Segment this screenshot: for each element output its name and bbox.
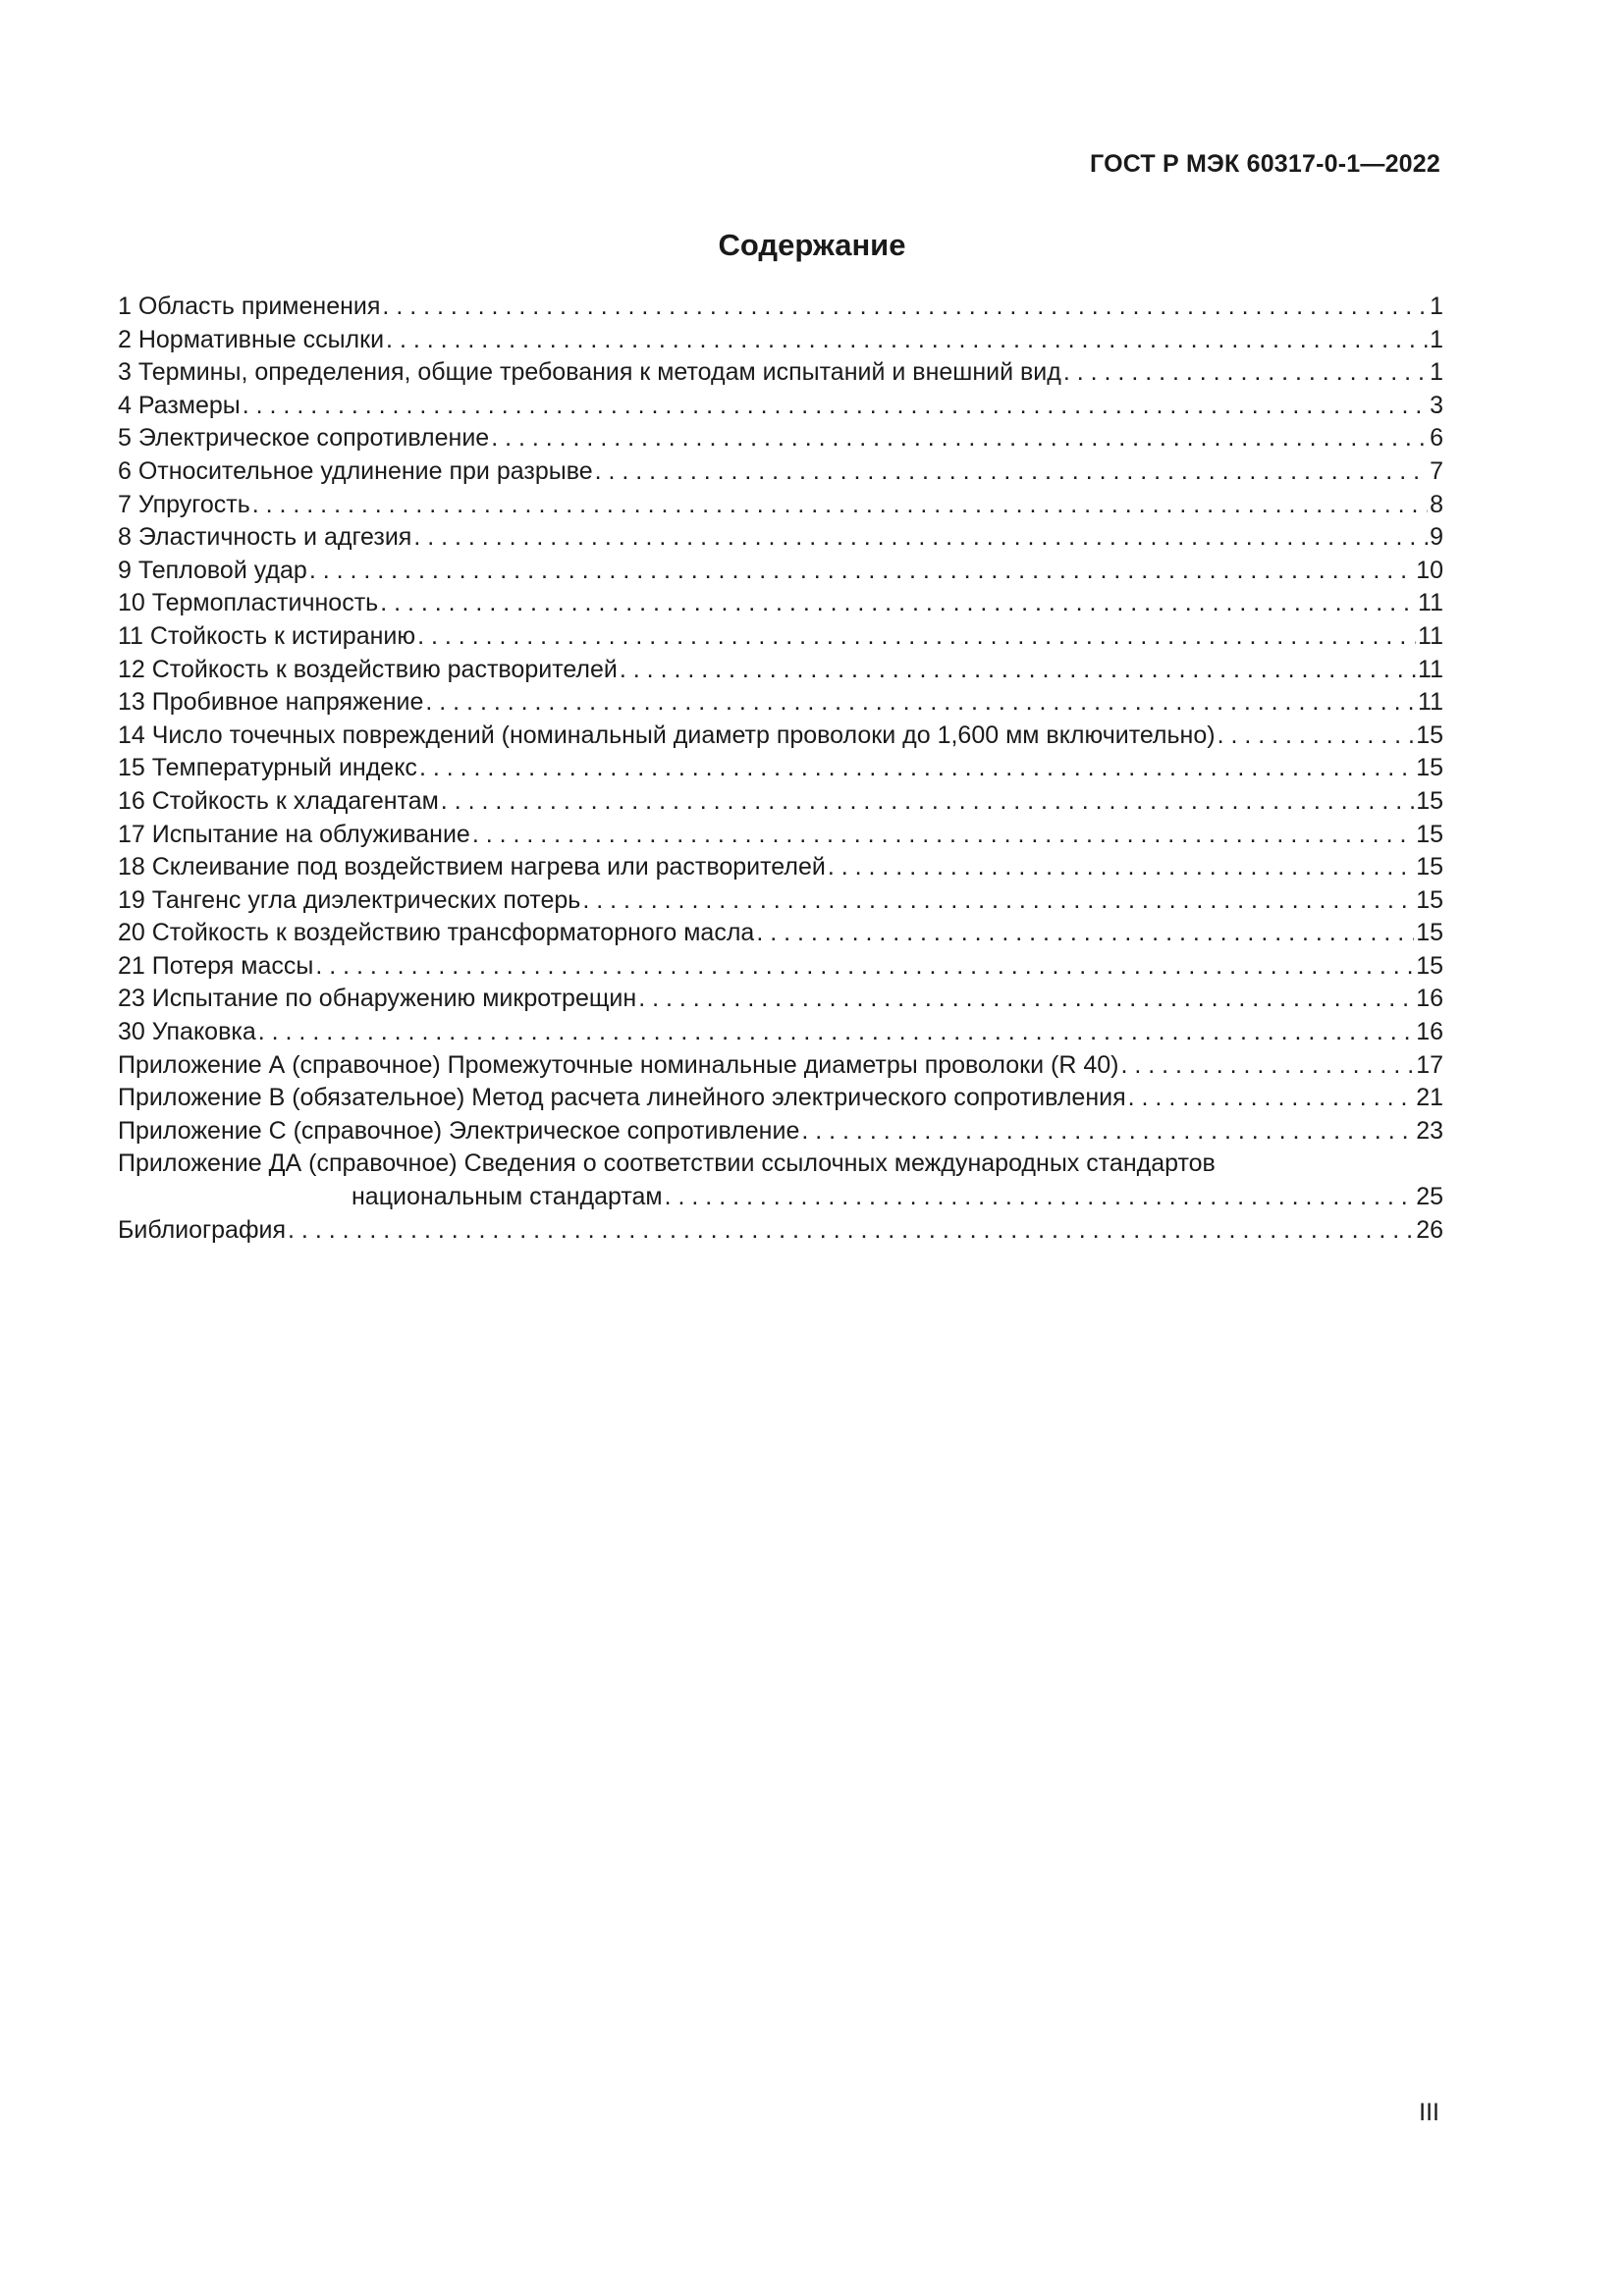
toc-entry-label: 19 Тангенс угла диэлектрических потерь	[118, 885, 581, 914]
toc-entry-label: 15 Температурный индекс	[118, 754, 417, 782]
toc-entry[interactable]	[118, 390, 1443, 423]
toc-leader-dots	[595, 455, 1428, 489]
document-code: ГОСТ Р МЭК 60317-0-1—2022	[1090, 150, 1440, 178]
toc-leader-dots	[315, 950, 1414, 984]
toc-leader-dots	[425, 686, 1416, 720]
toc-leader-dots	[638, 983, 1414, 1016]
toc-entry-page: 1	[1430, 325, 1443, 353]
toc-entry-page: 15	[1416, 786, 1443, 815]
toc-leader-dots	[417, 620, 1416, 654]
toc-entry-page: 11	[1418, 655, 1443, 683]
toc-entry-label: 9 Тепловой удар	[118, 556, 307, 584]
toc-leader-dots	[665, 1181, 1415, 1214]
toc-entry-page: 16	[1416, 1018, 1443, 1046]
toc-entry[interactable]	[118, 291, 1443, 324]
toc-entry[interactable]	[118, 720, 1443, 753]
toc-entry-page: 1	[1430, 293, 1443, 320]
toc-entry-label: Приложение ДА (справочное) Сведения о соответствии ссылочных международных стандартов	[118, 1149, 1216, 1178]
toc-entry-label: 4 Размеры	[118, 391, 241, 419]
toc-entry-label: 20 Стойкость к воздействию трансформаторного масла	[118, 919, 755, 947]
toc-entry[interactable]	[118, 752, 1443, 785]
toc-entry-label: 2 Нормативные ссылки	[118, 325, 385, 353]
toc-leader-dots	[472, 819, 1414, 852]
toc-entry-page: 8	[1430, 490, 1443, 518]
toc-leader-dots	[413, 521, 1428, 555]
toc-entry-label: национальным стандартам	[352, 1183, 663, 1211]
toc-entry-bibliography[interactable]	[118, 1214, 1443, 1248]
toc-entry-label: Приложение А (справочное) Промежуточные номинальные диаметры проволоки (R 40)	[118, 1050, 1119, 1079]
toc-entry-page: 10	[1416, 556, 1443, 584]
toc-entry[interactable]	[118, 620, 1443, 654]
toc-entry-page: 25	[1416, 1183, 1443, 1211]
toc-leader-dots	[1218, 720, 1415, 753]
toc-entry-label: 18 Склеивание под воздействием нагрева или растворителей	[118, 853, 826, 881]
toc-entry-page: 21	[1416, 1084, 1443, 1112]
toc-entry-page: 15	[1416, 754, 1443, 782]
toc-leader-dots	[243, 390, 1428, 423]
toc-leader-dots	[582, 884, 1414, 918]
toc-entry[interactable]	[118, 819, 1443, 852]
toc-entry-label: Приложение В (обязательное) Метод расчета линейного электрического сопротивления	[118, 1084, 1126, 1112]
table-of-contents	[118, 291, 1443, 1247]
toc-leader-dots	[252, 489, 1428, 522]
toc-entry[interactable]	[118, 917, 1443, 950]
toc-leader-dots	[491, 422, 1428, 455]
toc-entry-label: 1 Область применения	[118, 293, 381, 320]
toc-entry[interactable]	[118, 587, 1443, 620]
toc-leader-dots	[1120, 1049, 1414, 1083]
toc-entry[interactable]	[118, 422, 1443, 455]
toc-entry-label: 21 Потеря массы	[118, 951, 314, 980]
toc-entry-page: 11	[1418, 621, 1443, 650]
toc-entry-label: 7 Упругость	[118, 490, 250, 518]
toc-entry-label: 14 Число точечных повреждений (номинальный диаметр проволоки до 1,600 мм включительно)	[118, 721, 1216, 749]
toc-leader-dots	[419, 752, 1414, 785]
toc-entry[interactable]	[118, 1049, 1443, 1083]
toc-entry-label: 8 Эластичность и адгезия	[118, 523, 412, 552]
toc-entry[interactable]	[118, 521, 1443, 555]
toc-entry-page: 16	[1416, 985, 1443, 1013]
toc-leader-dots	[386, 324, 1428, 357]
toc-entry-page: 15	[1416, 820, 1443, 848]
toc-entry[interactable]	[118, 455, 1443, 489]
toc-entry[interactable]	[118, 851, 1443, 884]
toc-entry-page: 7	[1430, 456, 1443, 485]
page-number: III	[1419, 2099, 1439, 2126]
toc-entry-page: 26	[1416, 1215, 1443, 1244]
toc-leader-dots	[756, 917, 1414, 950]
toc-entry[interactable]	[118, 950, 1443, 984]
toc-entry[interactable]	[118, 555, 1443, 588]
toc-leader-dots	[620, 654, 1416, 687]
toc-leader-dots	[1128, 1082, 1415, 1115]
toc-entry[interactable]	[118, 1115, 1443, 1148]
toc-entry-page: 3	[1430, 391, 1443, 419]
toc-entry-appendix-da-line2[interactable]	[118, 1181, 1443, 1214]
toc-entries	[118, 291, 1443, 1148]
toc-leader-dots	[828, 851, 1414, 884]
toc-entry-label: 5 Электрическое сопротивление	[118, 424, 490, 453]
toc-leader-dots	[288, 1214, 1414, 1248]
toc-entry-page: 15	[1416, 853, 1443, 881]
toc-entry-label: 12 Стойкость к воздействию растворителей	[118, 655, 618, 683]
toc-entry[interactable]	[118, 785, 1443, 819]
toc-entry-page: 1	[1430, 358, 1443, 387]
toc-entry-page: 6	[1430, 424, 1443, 453]
toc-leader-dots	[801, 1115, 1414, 1148]
toc-leader-dots	[441, 785, 1414, 819]
toc-entry-label: 11 Стойкость к истиранию	[118, 621, 416, 650]
toc-entry-label: 3 Термины, определения, общие требования к методам испытаний и внешний вид	[118, 358, 1061, 387]
toc-leader-dots	[309, 555, 1414, 588]
toc-entry-page: 15	[1416, 885, 1443, 914]
toc-entry-appendix-da-line1[interactable]	[118, 1148, 1443, 1181]
toc-entry-label: 10 Термопластичность	[118, 589, 379, 617]
toc-entry-page: 23	[1416, 1116, 1443, 1145]
toc-entry-page: 11	[1418, 589, 1443, 617]
toc-leader-dots	[258, 1016, 1414, 1049]
toc-entry-page: 15	[1416, 721, 1443, 749]
toc-entry-page: 15	[1416, 951, 1443, 980]
toc-entry-label: Библиография	[118, 1215, 287, 1244]
toc-entry[interactable]	[118, 1016, 1443, 1049]
toc-entry[interactable]	[118, 489, 1443, 522]
toc-entry[interactable]	[118, 654, 1443, 687]
toc-entry-label: 13 Пробивное напряжение	[118, 688, 424, 717]
toc-entry-label: 23 Испытание по обнаружению микротрещин	[118, 985, 637, 1013]
toc-entry-page: 15	[1416, 919, 1443, 947]
toc-leader-dots	[382, 291, 1428, 324]
toc-entry[interactable]	[118, 1082, 1443, 1115]
toc-entry-label: Приложение С (справочное) Электрическое сопротивление	[118, 1116, 800, 1145]
toc-entry[interactable]	[118, 324, 1443, 357]
toc-entry-label: 17 Испытание на облуживание	[118, 820, 470, 848]
toc-entry-page: 17	[1416, 1050, 1443, 1079]
toc-entry-page: 11	[1418, 688, 1443, 717]
toc-entry-label: 16 Стойкость к хладагентам	[118, 786, 439, 815]
toc-entry-page: 9	[1430, 523, 1443, 552]
toc-leader-dots	[1063, 356, 1428, 390]
toc-entry[interactable]	[118, 356, 1443, 390]
toc-entry[interactable]	[118, 686, 1443, 720]
toc-entry-label: 30 Упаковка	[118, 1018, 256, 1046]
toc-entry[interactable]	[118, 983, 1443, 1016]
toc-title: Содержание	[718, 228, 906, 262]
toc-leader-dots	[380, 587, 1416, 620]
toc-entry-label: 6 Относительное удлинение при разрыве	[118, 456, 593, 485]
toc-entry[interactable]	[118, 884, 1443, 918]
